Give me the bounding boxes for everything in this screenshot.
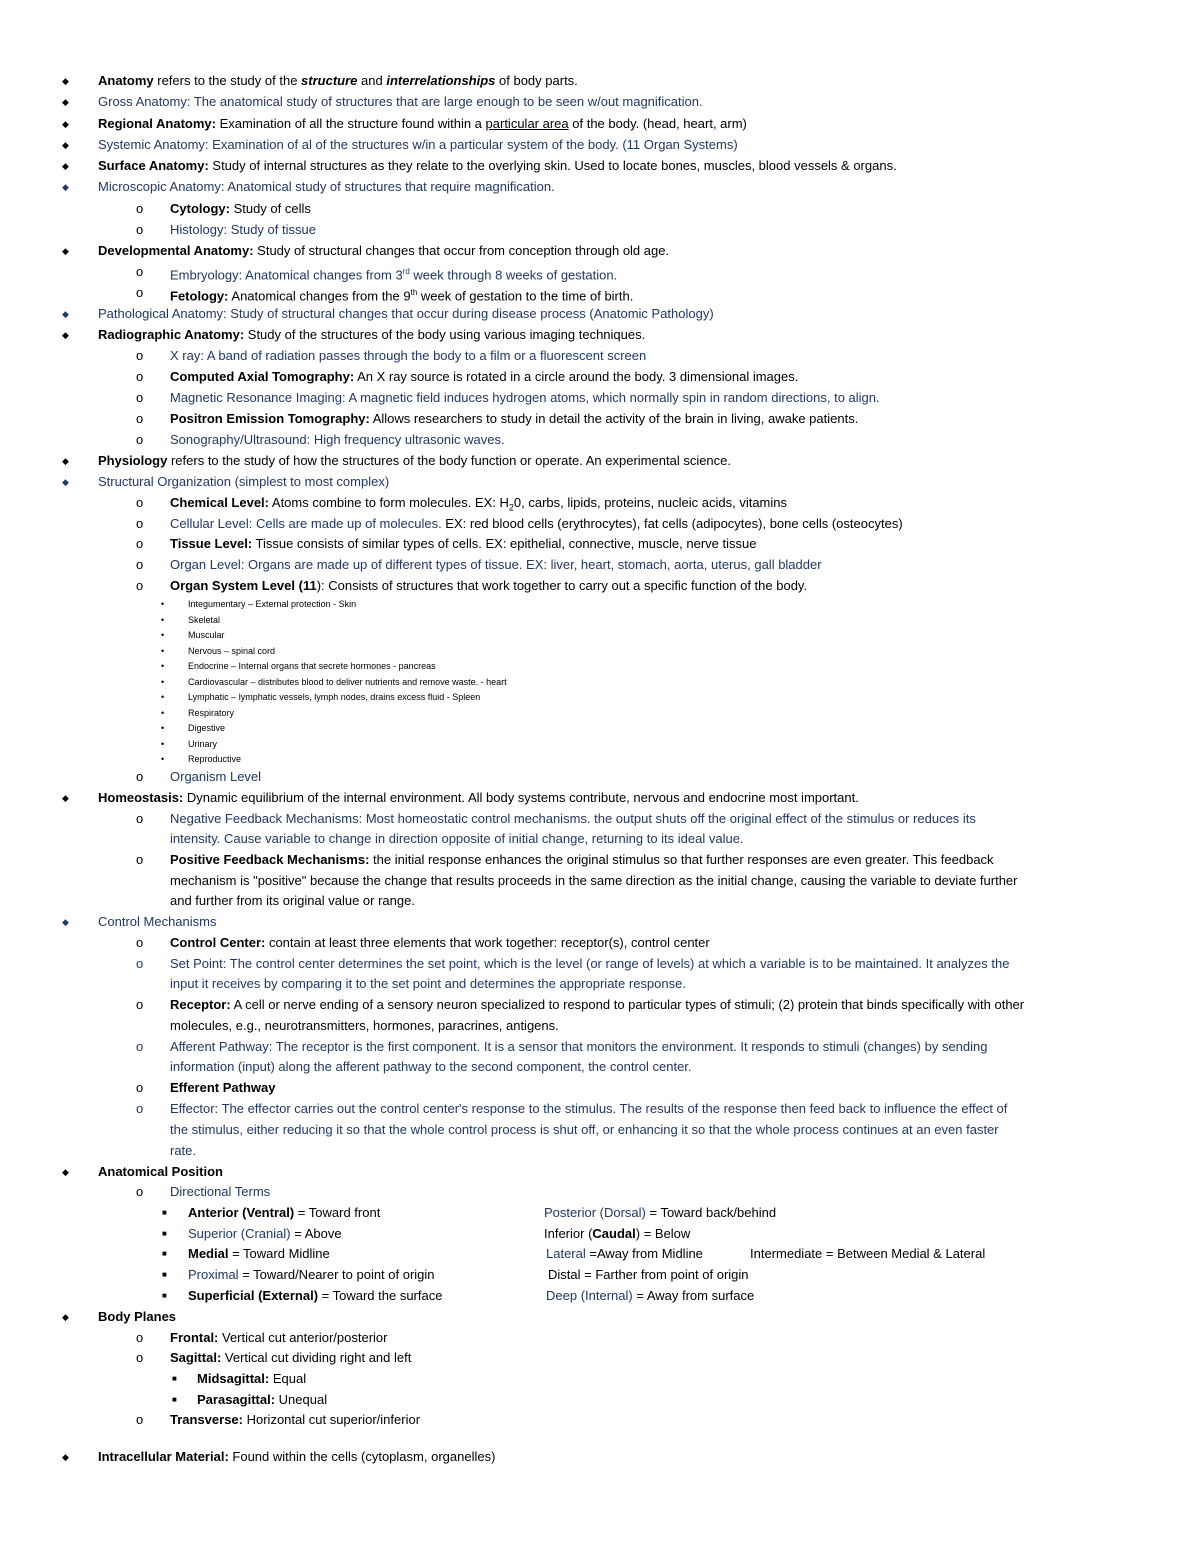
line-surface-anatomy	[98, 157, 897, 175]
text: The receptor is the first component. It is a sensor that monitors the environment. It responds to stimuli (changes) by sending	[272, 1039, 988, 1054]
line-systemic-anatomy	[98, 136, 738, 154]
line-organism-level	[170, 768, 261, 786]
line-sonography	[170, 431, 505, 449]
line-afferent	[170, 1038, 987, 1056]
term: Caudal	[592, 1226, 636, 1241]
line-control-center	[170, 934, 710, 952]
term: Developmental Anatomy:	[98, 243, 254, 258]
term: Organ System Level (	[170, 578, 303, 593]
bullet-icon: ◆	[62, 330, 69, 340]
term: Directional Terms	[170, 1184, 271, 1199]
circle-bullet-icon: o	[136, 536, 144, 551]
text: Allows researchers to study in detail the activity of the brain in living, awake patients.	[369, 411, 859, 426]
organ-system-item: Respiratory	[188, 707, 235, 718]
term: Radiographic Anatomy:	[98, 327, 245, 342]
text: Study of structural changes that occur from conception through old age.	[253, 243, 670, 258]
term: Microscopic Anatomy:	[98, 179, 225, 194]
text: A band of radiation passes through the body to a film or a fluorescent screen	[203, 348, 647, 363]
text: Study of the structures of the body using various imaging techniques.	[244, 327, 646, 342]
line-set-point	[170, 955, 1009, 973]
line-sagittal	[170, 1349, 411, 1367]
small-bullet-icon: •	[161, 614, 165, 625]
term: Structural Organization (simplest to most complex)	[98, 474, 390, 489]
term: Positron Emission Tomography:	[170, 411, 370, 426]
circle-bullet-icon: o	[136, 411, 144, 426]
term: Magnetic Resonance Imaging:	[170, 390, 346, 405]
direction-row-right	[546, 1245, 703, 1263]
term: Cellular Level:	[170, 516, 253, 531]
text: rate.	[170, 1143, 197, 1158]
text: = Above	[290, 1226, 342, 1241]
text: and further from its original value or range.	[170, 893, 415, 908]
line-transverse	[170, 1411, 420, 1429]
text: Anatomical changes from the 9	[228, 288, 411, 304]
text: Tissue consists of similar types of cells. EX: epithelial, connective, muscle, nerve tissue	[252, 536, 757, 551]
text: Organs are made up of different types of tissue. EX: liver, heart, stomach, aorta, uterus, gall bladder	[244, 557, 822, 572]
direction-row	[188, 1204, 380, 1222]
text: Vertical cut anterior/posterior	[218, 1330, 388, 1345]
text: contain at least three elements that work together: receptor(s), control center	[265, 935, 710, 950]
line-homeostasis	[98, 789, 859, 807]
text: Study of tissue	[227, 222, 316, 237]
square-bullet-icon: ■	[162, 1291, 167, 1300]
text: Horizontal cut superior/inferior	[243, 1412, 421, 1427]
organ-system-item: Urinary	[188, 738, 218, 749]
text: of body parts.	[495, 73, 578, 88]
organ-system-item: Skeletal	[188, 614, 221, 625]
small-bullet-icon: •	[161, 754, 165, 764]
circle-bullet-icon: o	[136, 432, 144, 447]
line-physiology	[98, 452, 731, 470]
bullet-icon: ◆	[62, 97, 69, 107]
text: Found within the cells (cytoplasm, organelles)	[228, 1449, 496, 1464]
line-negative-feedback	[170, 810, 976, 828]
square-bullet-icon: ■	[172, 1395, 177, 1404]
line-negative-feedback-cont	[170, 830, 744, 848]
text: molecules, e.g., neurotransmitters, hormones, paracrines, antigens.	[170, 1018, 559, 1033]
bullet-icon: ◆	[62, 309, 69, 319]
term: Anterior (Ventral)	[188, 1205, 295, 1220]
line-intracellular	[98, 1448, 495, 1466]
term: Histology:	[170, 222, 228, 237]
circle-bullet-icon: o	[136, 285, 144, 300]
small-bullet-icon: •	[161, 692, 165, 702]
term: Sagittal:	[170, 1350, 222, 1365]
text: = Toward the surface	[318, 1288, 443, 1303]
text: = Toward/Nearer to point of origin	[238, 1267, 435, 1282]
line-xray	[170, 347, 646, 365]
term: Physiology	[98, 453, 168, 468]
text: intensity. Cause variable to change in direction opposite of initial change, returning to its ideal value.	[170, 831, 744, 846]
text: = Toward back/behind	[645, 1205, 777, 1220]
line-effector-cont	[170, 1142, 196, 1160]
direction-row	[188, 1287, 442, 1305]
line-chemical-level	[170, 494, 787, 517]
line-structural-organization	[98, 473, 389, 491]
term: Chemical Level:	[170, 495, 269, 510]
circle-bullet-icon: o	[136, 1080, 144, 1095]
organ-system-item: Digestive	[188, 723, 226, 733]
term: Sonography/Ultrasound:	[170, 432, 311, 447]
organ-system-item: Reproductive	[188, 754, 242, 764]
small-bullet-icon: •	[161, 661, 165, 671]
small-bullet-icon: •	[161, 676, 165, 687]
circle-bullet-icon: o	[136, 222, 144, 237]
circle-bullet-icon: o	[136, 1039, 144, 1054]
line-directional-terms	[170, 1183, 270, 1201]
subscript: 2	[508, 502, 514, 513]
term: Control Mechanisms	[98, 914, 217, 929]
text: EX: red blood cells (erythrocytes), fat cells (adipocytes), bone cells (osteocytes)	[441, 516, 903, 531]
superscript: rd	[402, 267, 410, 276]
text: Anatomical study of structures that require magnification.	[224, 179, 555, 194]
term: Organ Level:	[170, 557, 245, 572]
text: Unequal	[275, 1392, 328, 1407]
circle-bullet-icon: o	[136, 1412, 144, 1427]
line-organ-system-level	[170, 577, 807, 595]
text: = Toward Midline	[228, 1246, 330, 1261]
circle-bullet-icon: o	[136, 997, 144, 1012]
text: = Toward front	[294, 1205, 381, 1220]
line-body-planes	[98, 1308, 176, 1326]
term: Deep (Internal)	[546, 1288, 633, 1303]
text: Atoms combine to form molecules. EX: H	[269, 495, 509, 510]
text: of the body. (head, heart, arm)	[568, 116, 747, 131]
line-midsagittal	[197, 1370, 306, 1388]
term: Transverse:	[170, 1412, 243, 1427]
term: 11	[302, 578, 317, 593]
term: Control Center:	[170, 935, 266, 950]
term: X ray:	[170, 348, 204, 363]
circle-bullet-icon: o	[136, 390, 144, 405]
term: Embryology:	[170, 267, 243, 283]
term: Anatomical Position	[98, 1164, 223, 1179]
line-regional-anatomy	[98, 115, 747, 133]
line-tissue-level	[170, 535, 756, 553]
line-microscopic-anatomy	[98, 178, 555, 196]
term: Gross Anatomy:	[98, 94, 191, 109]
text: ): Consists of structures that work together to carry out a specific function of the body.	[316, 578, 808, 593]
text: Equal	[269, 1371, 307, 1386]
circle-bullet-icon: o	[136, 1184, 144, 1199]
text: = Farther from point of origin	[580, 1267, 749, 1282]
small-bullet-icon: •	[161, 599, 165, 609]
term: Set Point:	[170, 956, 227, 971]
circle-bullet-icon: o	[136, 557, 144, 572]
text: Study of cells	[229, 201, 311, 216]
text: An X ray source is rotated in a circle around the body. 3 dimensional images.	[354, 369, 799, 384]
small-bullet-icon: •	[161, 707, 165, 718]
text: 0, carbs, lipids, proteins, nucleic acids, vitamins	[513, 495, 788, 510]
text: Examination of al of the structures w/in a particular system of the body. (11 Organ Systems)	[208, 137, 738, 152]
text: The control center determines the set point, which is the level (or range of levels) at which a variable is to be maintained. It analyzes the	[226, 956, 1010, 971]
direction-row	[188, 1245, 330, 1263]
bullet-icon: ◆	[62, 161, 69, 171]
text: input it receives by comparing it to the set point and determines the appropriate response.	[170, 976, 686, 991]
bullet-icon: ◆	[62, 76, 69, 86]
circle-bullet-icon: o	[136, 852, 144, 867]
term: Inferior (	[544, 1226, 593, 1241]
circle-bullet-icon: o	[136, 348, 144, 363]
term: Regional Anatomy:	[98, 116, 216, 131]
bullet-icon: ◆	[62, 456, 69, 466]
circle-bullet-icon: o	[136, 369, 144, 384]
line-anatomy	[98, 72, 578, 90]
line-set-point-cont	[170, 975, 686, 993]
text: Study of internal structures as they relate to the overlying skin. Used to locate bones, muscles, blood vessels & organs.	[208, 158, 897, 173]
square-bullet-icon: ■	[172, 1374, 177, 1383]
circle-bullet-icon: o	[136, 935, 144, 950]
circle-bullet-icon: o	[136, 956, 144, 971]
line-effector-cont	[170, 1121, 999, 1139]
line-control-mechanisms	[98, 913, 217, 931]
line-parasagittal	[197, 1391, 327, 1409]
term: Parasagittal:	[197, 1392, 276, 1407]
line-frontal	[170, 1329, 387, 1347]
direction-row-right	[548, 1266, 749, 1284]
line-receptor	[170, 996, 1024, 1014]
term: Superior (Cranial)	[188, 1226, 291, 1241]
bullet-icon: ◆	[62, 119, 69, 129]
organ-system-item: Muscular	[188, 630, 225, 640]
text: A magnetic field induces hydrogen atoms, which normally spin in random directions, to align.	[345, 390, 880, 405]
text: = Away from surface	[632, 1288, 755, 1303]
term: Medial	[188, 1246, 229, 1261]
text: mechanism is "positive" because the change that results proceeds in the same direction as the initial change, causing the variable to deviate further	[170, 873, 1018, 888]
small-bullet-icon: •	[161, 738, 165, 749]
line-positive-feedback-cont	[170, 892, 415, 910]
line-cat	[170, 368, 798, 386]
text: Most homeostatic control mechanisms. the output shuts off the original effect of the stimulus or reduces its	[362, 811, 976, 826]
text: Anatomical changes from 3	[242, 267, 403, 283]
text: and	[357, 73, 387, 88]
term: Anatomy	[98, 73, 154, 88]
direction-row-right	[544, 1225, 690, 1243]
bullet-icon: ◆	[62, 246, 69, 256]
term: Posterior (Dorsal)	[544, 1205, 646, 1220]
organ-system-item: Lymphatic – lymphatic vessels, lymph nodes, drains excess fluid - Spleen	[188, 692, 481, 702]
line-gross-anatomy	[98, 93, 703, 111]
line-cellular-level	[170, 515, 903, 533]
circle-bullet-icon: o	[136, 1101, 144, 1116]
line-positive-feedback-cont	[170, 872, 1018, 890]
organ-system-item: Nervous – spinal cord	[188, 645, 276, 656]
line-organ-level	[170, 556, 822, 574]
direction-row-right	[544, 1204, 776, 1222]
line-positive-feedback	[170, 851, 994, 869]
term: Homeostasis:	[98, 790, 184, 805]
direction-row-extra	[750, 1245, 985, 1263]
line-mri	[170, 389, 880, 407]
line-embryology	[170, 263, 617, 284]
superscript: th	[410, 288, 418, 297]
text: week through 8 weeks of gestation.	[409, 267, 618, 283]
line-pathological-anatomy	[98, 305, 714, 323]
line-histology	[170, 221, 316, 239]
line-radiographic-anatomy	[98, 326, 645, 344]
text: High frequency ultrasonic waves.	[310, 432, 505, 447]
circle-bullet-icon: o	[136, 201, 144, 216]
text: refers to the study of how the structures of the body function or operate. An experimental science.	[167, 453, 732, 468]
line-receptor-cont	[170, 1017, 559, 1035]
text: The effector carries out the control center's response to the stimulus. The results of the response then feed back to influence the effect of	[218, 1101, 1008, 1116]
line-developmental-anatomy	[98, 242, 669, 260]
direction-row	[188, 1225, 342, 1243]
line-anatomical-position	[98, 1163, 223, 1181]
term: Lateral	[546, 1246, 586, 1261]
line-pet	[170, 410, 858, 428]
circle-bullet-icon: o	[136, 495, 144, 510]
circle-bullet-icon: o	[136, 578, 144, 593]
emphasis: interrelationships	[386, 73, 496, 88]
term: Body Planes	[98, 1309, 177, 1324]
text: the stimulus, either reducing it so that the whole control process is shut off, or enhancing it so that the whole process continues at an even faster	[170, 1122, 999, 1137]
bullet-icon: ◆	[62, 1452, 69, 1462]
small-bullet-icon: •	[161, 645, 165, 656]
text: Intermediate = Between Medial & Lateral	[750, 1246, 986, 1261]
term: Pathological Anatomy:	[98, 306, 227, 321]
text: Study of structural changes that occur during disease process (Anatomic Pathology)	[226, 306, 714, 321]
text: The anatomical study of structures that are large enough to be seen w/out magnification.	[190, 94, 703, 109]
term: Computed Axial Tomography:	[170, 369, 355, 384]
line-effector	[170, 1100, 1007, 1118]
square-bullet-icon: ■	[162, 1270, 167, 1279]
term: Negative Feedback Mechanisms:	[170, 811, 363, 826]
direction-row-right	[546, 1287, 754, 1305]
term: Receptor:	[170, 997, 231, 1012]
line-efferent	[170, 1079, 275, 1097]
small-bullet-icon: •	[161, 723, 165, 733]
term: Proximal	[188, 1267, 239, 1282]
text: information (input) along the afferent pathway to the second component, the control center.	[170, 1059, 692, 1074]
line-afferent-cont	[170, 1058, 692, 1076]
bullet-icon: ◆	[62, 917, 69, 927]
term: Fetology:	[170, 288, 229, 304]
bullet-icon: ◆	[62, 1167, 69, 1177]
term: Effector:	[170, 1101, 219, 1116]
text: Vertical cut dividing right and left	[221, 1350, 412, 1365]
small-bullet-icon: •	[161, 630, 165, 640]
square-bullet-icon: ■	[162, 1208, 167, 1217]
term: Frontal:	[170, 1330, 219, 1345]
term: Superficial (External)	[188, 1288, 319, 1303]
term: Tissue Level:	[170, 536, 253, 551]
term: Efferent Pathway	[170, 1080, 276, 1095]
square-bullet-icon: ■	[162, 1249, 167, 1258]
bullet-icon: ◆	[62, 140, 69, 150]
text: A cell or nerve ending of a sensory neuron specialized to respond to particular types of stimuli; (2) protein that binds specifically with other	[230, 997, 1025, 1012]
bullet-icon: ◆	[62, 793, 69, 803]
organ-system-item: Integumentary – External protection - Skin	[188, 599, 357, 609]
text: ) = Below	[635, 1226, 691, 1241]
term: Surface Anatomy:	[98, 158, 209, 173]
bullet-icon: ◆	[62, 182, 69, 192]
term: Positive Feedback Mechanisms:	[170, 852, 370, 867]
line-fetology	[170, 284, 633, 305]
circle-bullet-icon: o	[136, 769, 144, 784]
emphasis: structure	[301, 73, 358, 88]
organ-system-item: Endocrine – Internal organs that secrete hormones - pancreas	[188, 661, 436, 671]
text: the initial response enhances the original stimulus so that further responses are even greater. This feedback	[369, 852, 994, 867]
square-bullet-icon: ■	[162, 1229, 167, 1238]
term: Distal	[548, 1267, 581, 1282]
term: Intracellular Material:	[98, 1449, 229, 1464]
text: Examination of all the structure found within a	[215, 116, 486, 131]
term: Systemic Anatomy:	[98, 137, 209, 152]
line-cytology	[170, 200, 311, 218]
underlined-text: particular area	[485, 116, 569, 131]
circle-bullet-icon: o	[136, 516, 144, 531]
circle-bullet-icon: o	[136, 811, 144, 826]
term: Afferent Pathway:	[170, 1039, 273, 1054]
organ-system-item: Cardiovascular – distributes blood to deliver nutrients and remove waste. - heart	[188, 676, 507, 687]
text: =Away from Midline	[585, 1246, 703, 1261]
text: refers to the study of the	[153, 73, 302, 88]
term: Midsagittal:	[197, 1371, 270, 1386]
direction-row	[188, 1266, 435, 1284]
circle-bullet-icon: o	[136, 1350, 144, 1365]
term: Cytology:	[170, 201, 230, 216]
text: Dynamic equilibrium of the internal environment. All body systems contribute, nervous and endocrine most important.	[183, 790, 859, 805]
bullet-icon: ◆	[62, 477, 69, 487]
circle-bullet-icon: o	[136, 1330, 144, 1345]
text: Cells are made up of molecules.	[252, 516, 442, 531]
text: week of gestation to the time of birth.	[417, 288, 634, 304]
circle-bullet-icon: o	[136, 264, 144, 279]
bullet-icon: ◆	[62, 1312, 69, 1322]
term: Organism Level	[170, 769, 262, 784]
